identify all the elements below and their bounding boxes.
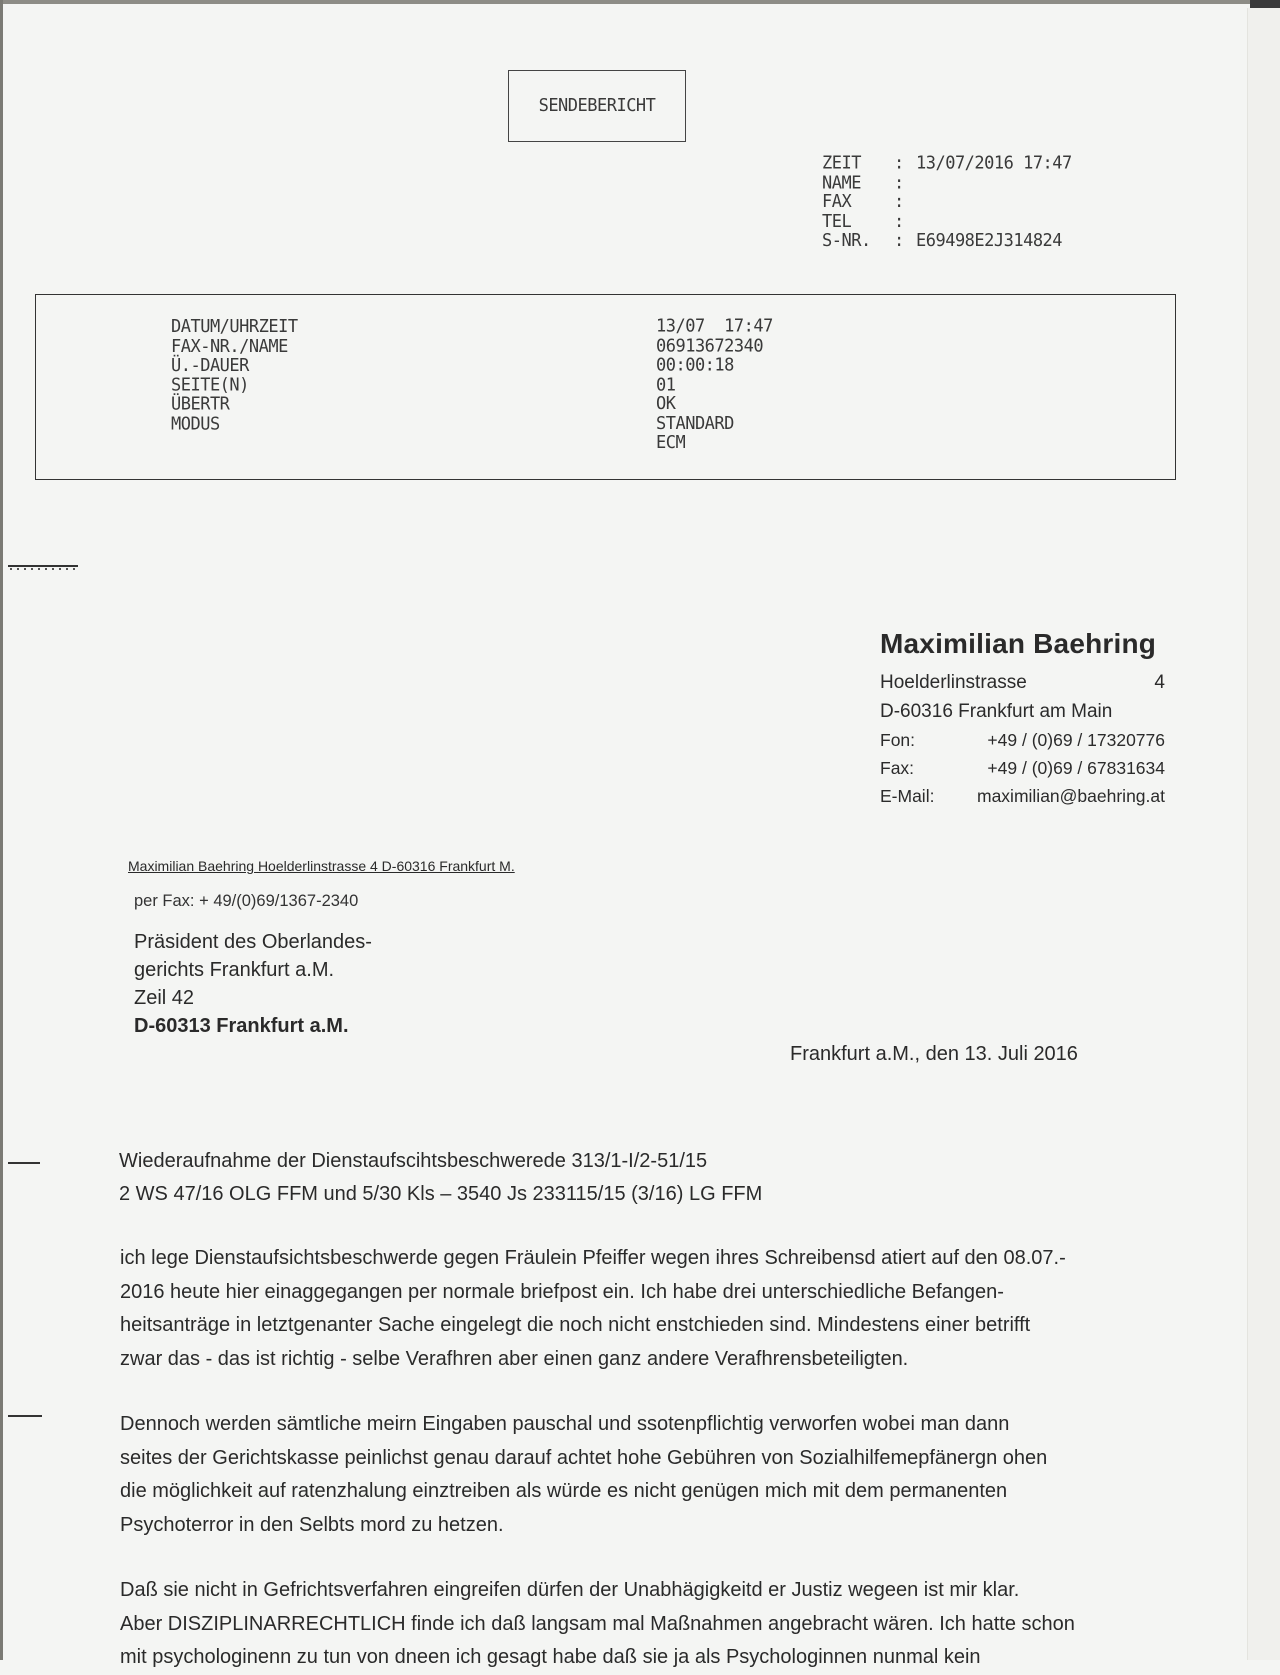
phone-number: +49 / (0)69 / 17320776 [987,729,1165,750]
body-line: ich lege Dienstaufsichtsbeschwerde gegen Fräulein Pfeiffer wegen ihres Schreibensd atiert auf den 08.07.- [120,1247,1066,1269]
header-sep: : [894,210,904,232]
details-value: STANDARD [656,412,734,434]
header-label: ZEIT [822,152,861,174]
email-address: maximilian@baehring.at [977,785,1165,806]
body-paragraph-2 [120,1408,1180,1542]
recipient-line: gerichts Frankfurt a.M. [134,959,335,981]
recipient-address [134,928,372,1040]
details-label: FAX-NR./NAME [171,335,288,357]
body-line: Psychoterror in den Selbts mord zu hetzen. [120,1513,504,1536]
scan-right-corner [1250,0,1280,8]
letterhead [880,628,1165,810]
letterhead-street-row [880,668,1165,697]
fax-report-title-box [508,70,686,142]
fold-mark [8,1162,40,1164]
letterhead-fax-row [880,754,1165,782]
header-sep: : [894,152,904,174]
recipient-line: Zeil 42 [134,987,195,1009]
details-value: ECM [656,432,686,454]
subject-line: Wiederaufnahme der Dienstaufscihtsbeschwerede 313/1-I/2-51/15 [119,1150,708,1172]
header-row-zeit [822,154,1072,173]
subject-line: 2 WS 47/16 OLG FFM und 5/30 Kls – 3540 Js 233115/15 (3/16) LG FFM [119,1183,763,1205]
header-label: S-NR. [822,230,871,252]
fold-mark [8,565,78,567]
body-line: zwar das - das ist richtig - selbe Verafhren aber einen ganz andere Verafhrensbeteiligten. [120,1347,909,1370]
body-paragraph-1 [120,1242,1180,1376]
details-label: SEITE(N) [171,374,249,396]
header-row-tel [822,212,1072,231]
letterhead-city-row [880,697,1165,726]
header-row-fax [822,193,1072,212]
body-line: 2016 heute hier einaggegangen per normale briefpost ein. Ich habe drei unterschiedliche Befangen- [120,1280,1004,1303]
body-line: seites der Gerichtskasse peinlichst genau darauf achtet hohe Gebühren von Sozialhilfemepfänergn ohen [120,1446,1048,1469]
header-row-name [822,173,1072,192]
fax-report-details-box [35,294,1176,480]
per-fax-line: per Fax: + 49/(0)69/1367-2340 [134,892,359,910]
recipient-city: D-60313 Frankfurt a.M. [134,1015,349,1037]
scan-right-strip [1247,8,1280,1660]
letter-date: Frankfurt a.M., den 13. Juli 2016 [790,1043,1078,1065]
details-value: 13/07 17:47 [656,315,773,337]
fax-number: +49 / (0)69 / 67831634 [987,757,1165,778]
letter-subject [119,1145,762,1211]
scan-left-edge [0,0,3,1660]
fax-report-header [822,154,1072,251]
header-value: E69498E2J314824 [916,230,1063,252]
details-label: MODUS [171,413,220,435]
body-line: Dennoch werden sämtliche meirn Eingaben pauschal und ssotenpflichtig verworfen wobei man dann [120,1413,1010,1435]
details-values [656,317,773,453]
letterhead-street: Hoelderlinstrasse [880,671,1027,693]
letterhead-email-row [880,782,1165,810]
header-label: NAME [822,172,861,194]
header-row-snr [822,231,1072,250]
body-paragraph-3 [120,1574,1180,1675]
details-label: ÜBERTR [171,393,230,415]
header-sep: : [894,230,904,252]
header-label: FAX [822,191,852,213]
letterhead-city: D-60316 Frankfurt am Main [880,700,1113,722]
body-line: heitsanträge in letztgenanter Sache eingelegt die noch nicht enstchieden sind. Mindestens einer betrifft [120,1314,1031,1336]
phone-label: Fon: [880,729,916,750]
header-label: TEL [822,210,852,232]
header-sep: : [894,191,904,213]
details-label: Ü.-DAUER [171,355,249,377]
fax-label: Fax: [880,757,915,778]
details-labels [171,317,298,434]
body-line: Daß sie nicht in Gefrichtsverfahren eingreifen dürfen der Unabhägigkeitd er Justiz wegeen ist mir klar. [120,1579,1020,1601]
letterhead-phone-row [880,726,1165,754]
body-line: die möglichkeit auf ratenzhalung einztreiben als würde es nicht genügen mich mit dem permanenten [120,1480,1008,1502]
details-value: 00:00:18 [656,354,734,376]
body-line: Aber DISZIPLINARRECHTLICH finde ich daß langsam mal Maßnahmen angebracht wären. Ich hatte schon [120,1612,1075,1635]
details-value: 01 [656,373,676,395]
header-sep: : [894,172,904,194]
header-value: 13/07/2016 17:47 [916,152,1072,174]
details-value: OK [656,393,676,415]
email-label: E-Mail: [880,785,935,806]
sender-return-address-text: Maximilian Baehring Hoelderlinstrasse 4 D-60316 Frankfurt M. [128,858,515,874]
scan-top-edge [0,0,1280,4]
letterhead-house-number: 4 [1154,671,1165,693]
fold-mark-ticks [10,568,76,570]
sender-return-address [128,858,515,874]
body-line: mit psychologinenn zu tun von dneen ich gesagt habe daß sie ja als Psychologinnen nunmal kein [120,1646,981,1668]
details-label: DATUM/UHRZEIT [171,316,298,338]
recipient-line: Präsident des Oberlandes- [134,931,372,953]
fax-report-title: SENDEBERICHT [538,95,656,117]
punch-mark [8,1415,42,1417]
letterhead-name: Maximilian Baehring [880,628,1157,659]
details-value: 06913672340 [656,335,764,357]
